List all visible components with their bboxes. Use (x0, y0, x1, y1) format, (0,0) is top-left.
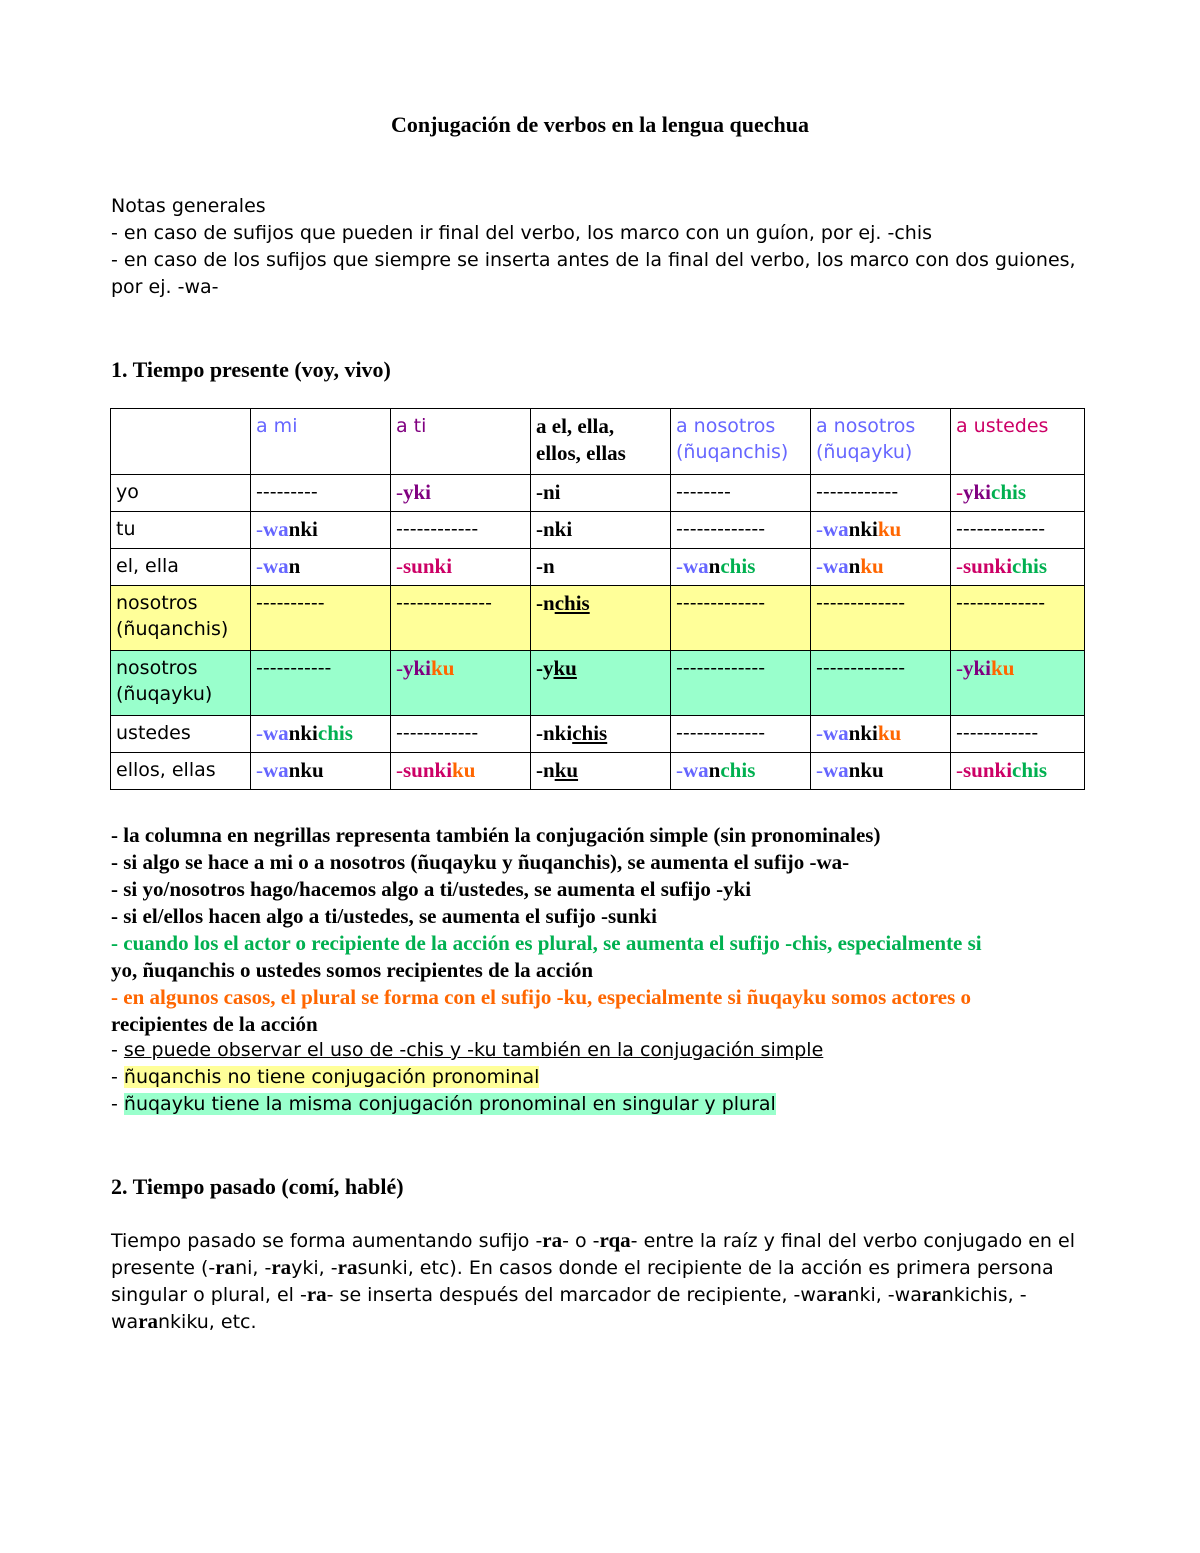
row-label: tu (111, 512, 251, 549)
table-cell: -wankiku (811, 716, 951, 753)
table-cell: -wanku (251, 753, 391, 790)
note-line: yo, ñuqanchis o ustedes somos recipientes de la acción (111, 958, 594, 982)
table-cell: -nkichis (531, 716, 671, 753)
table-cell: ------------- (671, 586, 811, 651)
note-line: - si yo/nosotros hago/hacemos algo a ti/ustedes, se aumenta el sufijo -yki (111, 877, 752, 901)
table-row (111, 475, 1085, 512)
table-cell: -nchis (531, 586, 671, 651)
document-title: Conjugación de verbos en la lengua quechua (390, 112, 810, 137)
table-header-cell: a nosotros (ñuqayku) (811, 409, 951, 475)
section-heading: 1. Tiempo presente (voy, vivo) (111, 357, 391, 382)
table-row (111, 586, 1085, 651)
note-line: - en caso de sufijos que pueden ir final del verbo, los marco con un guíon, por ej. -chis (111, 222, 932, 244)
conjugation-table (110, 408, 1085, 790)
row-label: yo (111, 475, 251, 512)
row-label: nosotros (ñuqayku) (111, 651, 251, 716)
row-label: ellos, ellas (111, 753, 251, 790)
table-row (111, 512, 1085, 549)
table-cell: -sunkichis (951, 753, 1085, 790)
table-cell: ------------- (951, 512, 1085, 549)
note-line: - si el/ellos hacen algo a ti/ustedes, se aumenta el sufijo -sunki (111, 904, 658, 928)
table-header-cell: a ustedes (951, 409, 1085, 475)
row-label: el, ella (111, 549, 251, 586)
table-cell: -wankichis (251, 716, 391, 753)
table-header-cell: a ti (391, 409, 531, 475)
table-row (111, 753, 1085, 790)
table-cell: -------------- (391, 586, 531, 651)
table-cell: ---------- (251, 586, 391, 651)
table-cell: ------------ (951, 716, 1085, 753)
note-line: - en caso de los sufijos que siempre se inserta antes de la final del verbo, los marco con dos guiones, (111, 249, 1076, 271)
table-corner-cell (111, 409, 251, 475)
table-cell: -wanki (251, 512, 391, 549)
table-header-row (111, 409, 1085, 475)
table-cell: -sunkiku (391, 753, 531, 790)
note-line: recipientes de la acción (111, 1012, 318, 1036)
table-row (111, 651, 1085, 716)
table-cell: -n (531, 549, 671, 586)
table-cell: ----------- (251, 651, 391, 716)
table-cell: -ni (531, 475, 671, 512)
table-cell: -wanku (811, 753, 951, 790)
table-cell: -ykiku (951, 651, 1085, 716)
table-cell: ------------- (671, 716, 811, 753)
note-line: - ñuqayku tiene la misma conjugación pronominal en singular y plural (111, 1093, 776, 1115)
note-line: por ej. -wa- (111, 276, 219, 298)
table-cell: ------------- (671, 651, 811, 716)
table-cell: -ykichis (951, 475, 1085, 512)
table-cell: -------- (671, 475, 811, 512)
notes-heading: Notas generales (111, 195, 266, 217)
table-cell: -nku (531, 753, 671, 790)
table-cell: -yki (391, 475, 531, 512)
section-heading: 2. Tiempo pasado (comí, hablé) (111, 1174, 404, 1199)
note-line: - ñuqanchis no tiene conjugación pronominal (111, 1066, 540, 1088)
note-line: - en algunos casos, el plural se forma con el sufijo -ku, especialmente si ñuqayku somos actores o (111, 985, 972, 1009)
table-header-cell: a mi (251, 409, 391, 475)
table-cell: -wan (251, 549, 391, 586)
table-cell: ------------ (811, 475, 951, 512)
note-line: - si algo se hace a mi o a nosotros (ñuqayku y ñuqanchis), se aumenta el sufijo -wa- (111, 850, 850, 874)
table-cell: ------------- (671, 512, 811, 549)
table-cell: -wanchis (671, 549, 811, 586)
paragraph-line: warankiku, etc. (111, 1309, 257, 1333)
table-cell: -yku (531, 651, 671, 716)
table-cell: -sunki (391, 549, 531, 586)
row-label: nosotros (ñuqanchis) (111, 586, 251, 651)
paragraph-line: Tiempo pasado se forma aumentando sufijo -ra- o -rqa- entre la raíz y final del verbo conjugado en el (111, 1228, 1075, 1252)
table-header-cell: a el, ella, ellos, ellas (531, 409, 671, 475)
note-line: - cuando los el actor o recipiente de la acción es plural, se aumenta el sufijo -chis, especialmente si (111, 931, 982, 955)
note-line: - se puede observar el uso de -chis y -ku también en la conjugación simple (111, 1039, 824, 1061)
table-row (111, 716, 1085, 753)
table-cell: ------------ (391, 716, 531, 753)
table-cell: -nki (531, 512, 671, 549)
table-cell: ------------- (811, 651, 951, 716)
table-cell: -sunkichis (951, 549, 1085, 586)
paragraph-line: presente (-rani, -rayki, -rasunki, etc). En casos donde el recipiente de la acción es primera persona (111, 1255, 1054, 1279)
table-cell: -ykiku (391, 651, 531, 716)
table-cell: --------- (251, 475, 391, 512)
table-row (111, 549, 1085, 586)
table-cell: ------------- (951, 586, 1085, 651)
note-line: - la columna en negrillas representa también la conjugación simple (sin pronominales) (111, 823, 881, 847)
row-label: ustedes (111, 716, 251, 753)
table-header-cell: a nosotros (ñuqanchis) (671, 409, 811, 475)
table-cell: ------------- (811, 586, 951, 651)
table-cell: ------------ (391, 512, 531, 549)
table-cell: -wankiku (811, 512, 951, 549)
table-cell: -wanchis (671, 753, 811, 790)
paragraph-line: singular o plural, el -ra- se inserta después del marcador de recipiente, -waranki, -warankichis, - (111, 1282, 1027, 1306)
table-cell: -wanku (811, 549, 951, 586)
